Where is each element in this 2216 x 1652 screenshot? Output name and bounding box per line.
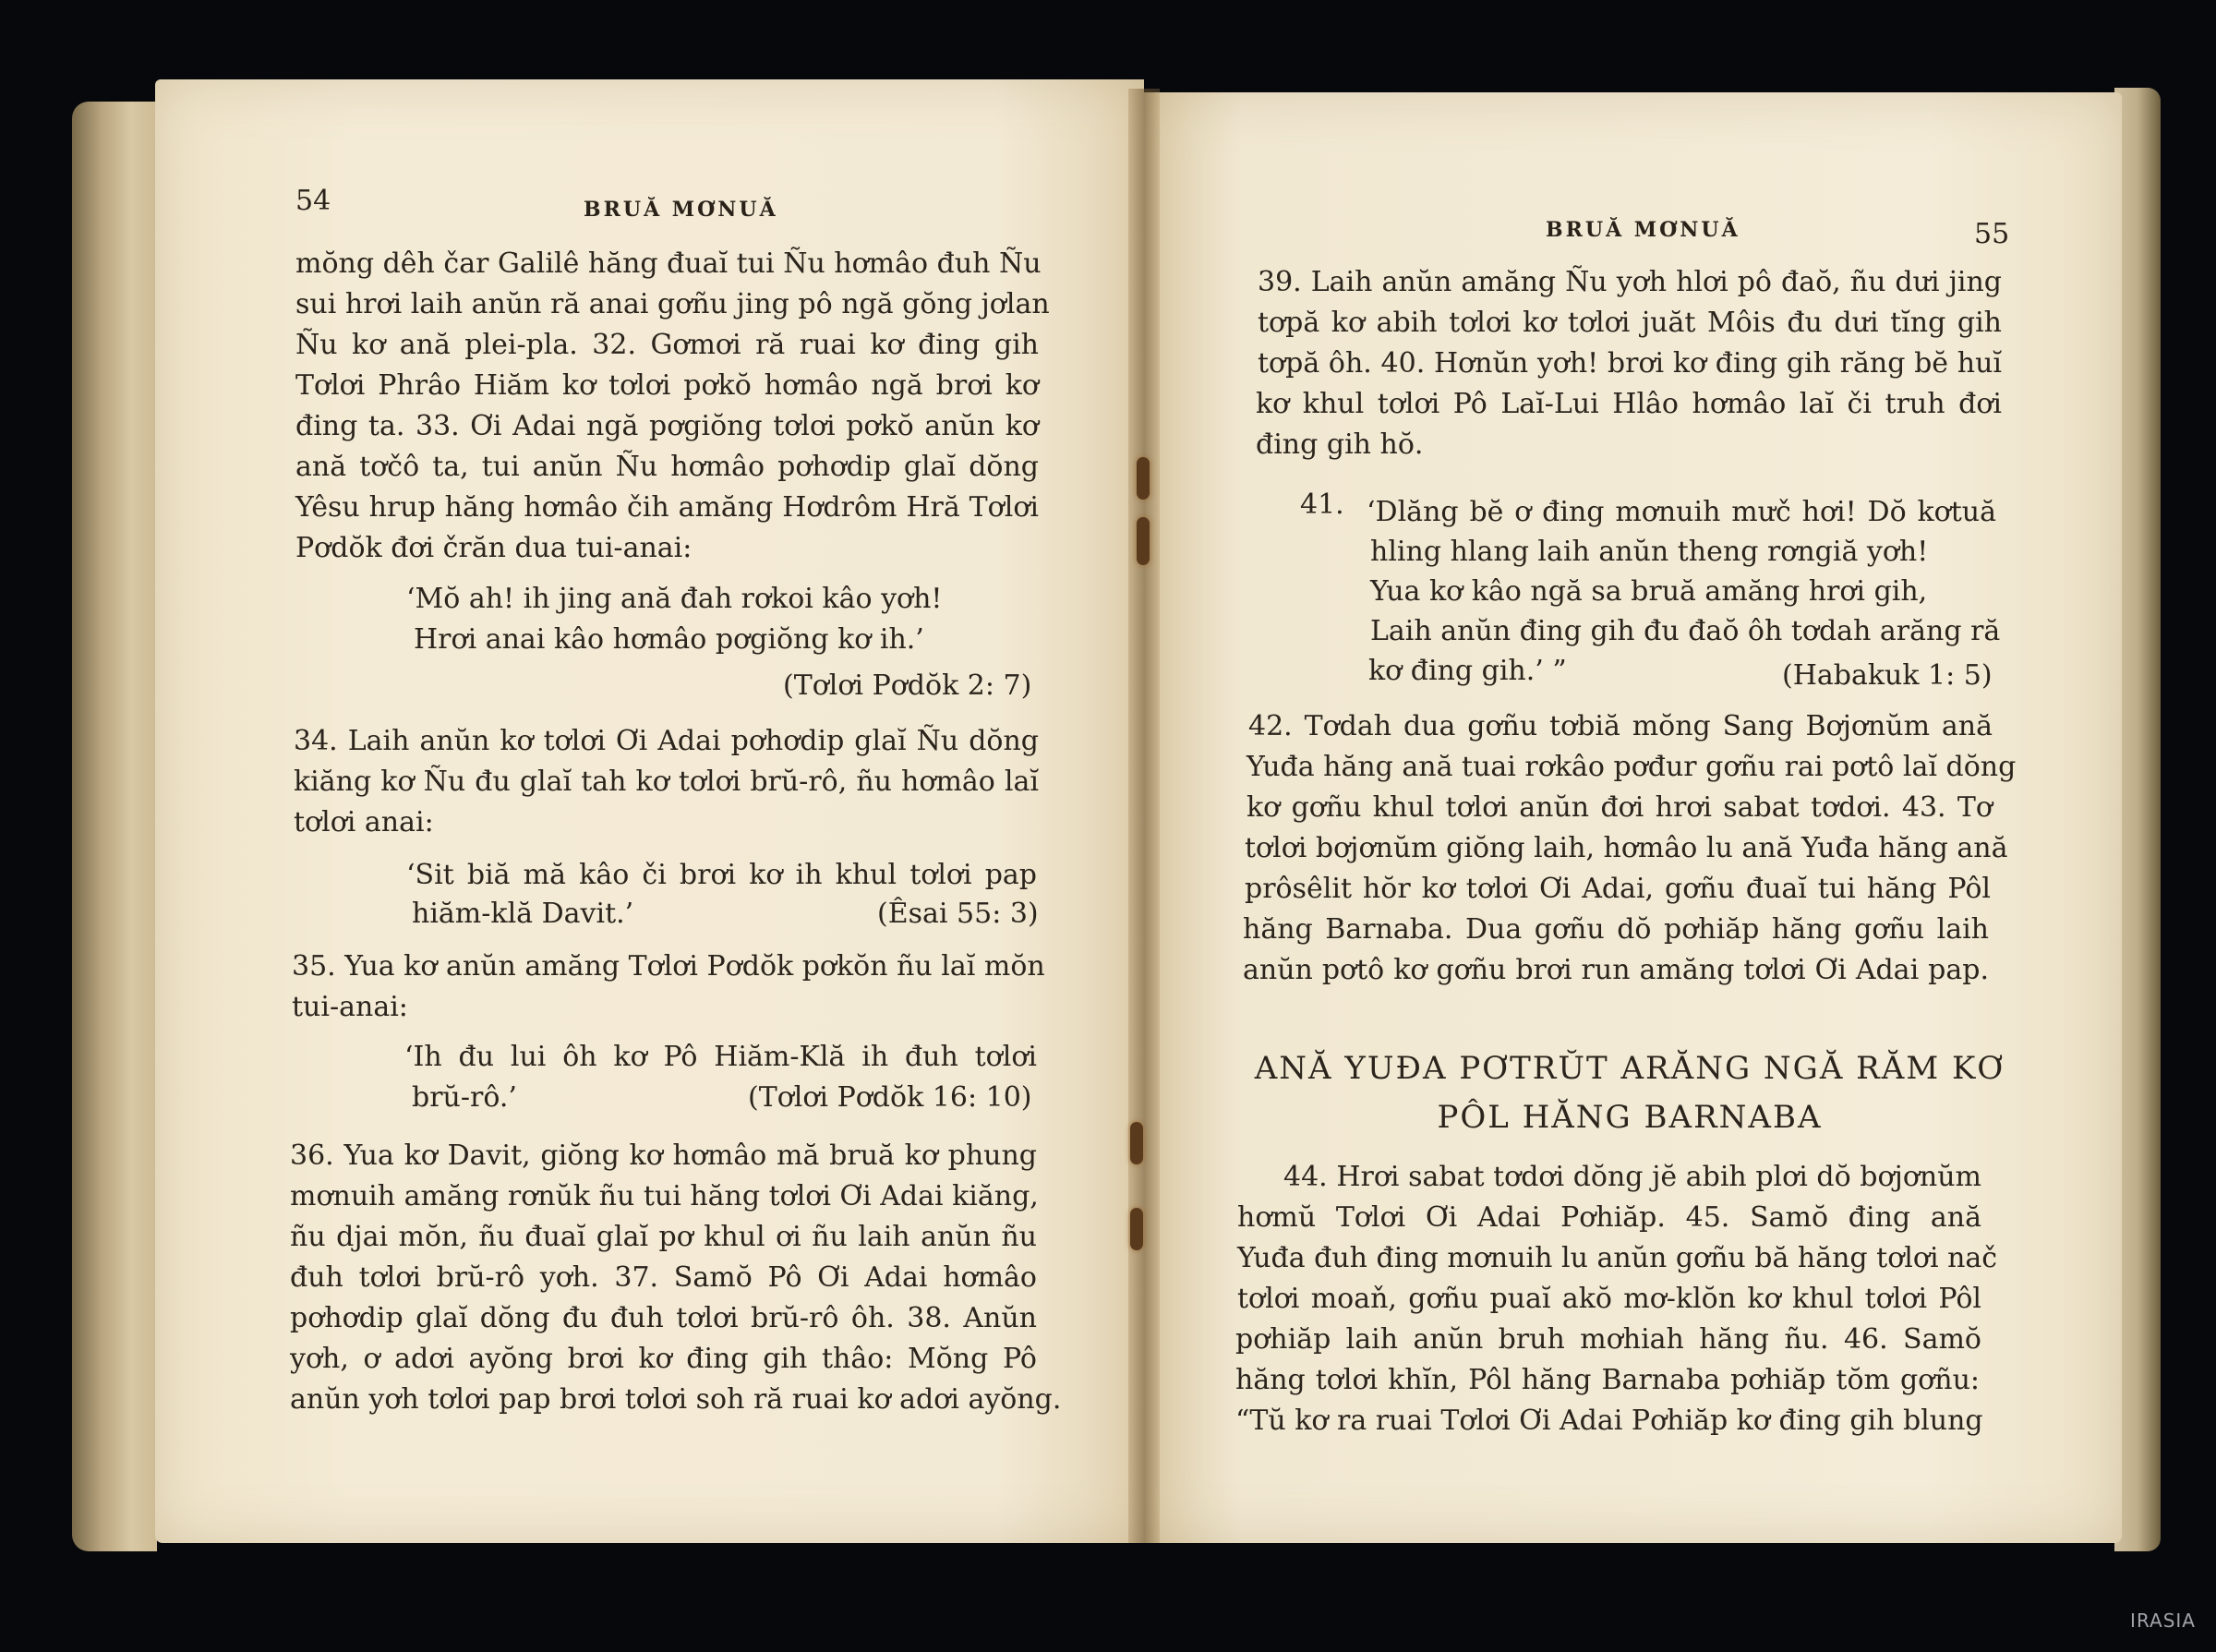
scripture-reference: (Habakuk 1: 5) — [1782, 659, 1993, 692]
text-line: tơlơi bơjơnŭm giŏng laih, hơmâo lu ană Yuđa hăng ană — [1245, 832, 2008, 864]
scripture-reference: (Tơlơi Pơdŏk 16: 10) — [748, 1081, 1032, 1114]
text-line: pơhiăp laih anŭn bruh mơhiah hăng ñu. 46. Samŏ — [1235, 1323, 1981, 1356]
text-line: 35. Yua kơ anŭn amăng Tơlơi Pơdŏk pơkŏn ñu laĭ mŏn — [292, 950, 1045, 983]
verse-quote-line: kơ đing gih.’ ” — [1368, 655, 1567, 687]
text-line: “Tŭ kơ ra ruai Tơlơi Ơi Adai Pơhiăp kơ đing gih blung — [1235, 1405, 1983, 1437]
section-heading-line-1: ANĂ YUĐA PƠTRŬT ARĂNG NGĂ RĂM KƠ — [1254, 1050, 2005, 1087]
text-line: đuh tơlơi brŭ-rô yơh. 37. Samŏ Pô Ơi Adai hơmâo — [290, 1261, 1037, 1294]
book-gutter — [1128, 89, 1160, 1543]
text-line: đing ta. 33. Ơi Adai ngă pơgiŏng tơlơi pơkŏ anŭn kơ — [295, 410, 1039, 442]
text-line: tui-anai: — [292, 991, 408, 1023]
page-number-right: 55 — [1974, 218, 2010, 250]
text-line: 36. Yua kơ Davit, giŏng kơ hơmâo mă bruă kơ phung — [290, 1140, 1037, 1172]
verse-quote-line: brŭ-rô.’ — [412, 1081, 517, 1114]
verse-quote-line: ‘Ih đu lui ôh kơ Pô Hiăm-Klă ih đuh tơlơi — [404, 1041, 1037, 1073]
verse-quote-line: Yua kơ kâo ngă sa bruă amăng hrơi gih, — [1370, 575, 1928, 608]
text-line: ană tơčô ta, tui anŭn Ñu hơmâo pơhơdip glaĭ dŏng — [295, 451, 1039, 483]
scripture-reference: (Êsai 55: 3) — [877, 898, 1039, 930]
text-line: tơpă kơ abih tơlơi kơ tơlơi juăt Môis đu dưi tĭng gih — [1258, 307, 2002, 339]
verse-quote-line: ‘Dlăng bĕ ơ đing mơnuih mưč hơi! Dŏ kơtuă — [1367, 496, 1996, 528]
binding-hole — [1130, 1208, 1143, 1250]
text-line: Tơlơi Phrâo Hiăm kơ tơlơi pơkŏ hơmâo ngă brơi kơ — [295, 369, 1039, 402]
text-line: ñu djai mŏn, ñu đuaĭ glaĭ pơ khul ơi ñu laih anŭn ñu — [290, 1221, 1037, 1253]
section-heading-line-2: PÔL HĂNG BARNABA — [1437, 1099, 1823, 1136]
text-line: tơpă ôh. 40. Hơnŭn yơh! brơi kơ đing gih răng bĕ huĭ — [1258, 347, 2002, 380]
text-line: kơ gơñu khul tơlơi anŭn đơi hrơi sabat tơdơi. 43. Tơ — [1246, 791, 1993, 824]
binding-hole — [1137, 457, 1150, 500]
verse-quote-line: ‘Mŏ ah! ih jing ană đah rơkoi kâo yơh! — [406, 583, 943, 615]
text-line: Yuđa hăng ană tuai rơkâo pơđur gơñu rai pơtô laĭ dŏng — [1246, 751, 2017, 783]
text-line: tơlơi moaň, gơñu puaĭ akŏ mơ-klŏn kơ khul tơlơi Pôl — [1237, 1283, 1981, 1315]
text-line: hăng tơlơi khĭn, Pôl hăng Barnaba pơhiăp tŏm gơñu: — [1235, 1364, 1980, 1396]
text-line: kơ khul tơlơi Pô Laĭ-Lui Hlâo hơmâo laĭ či truh đơi — [1256, 388, 2002, 420]
text-line: 39. Laih anŭn amăng Ñu yơh hlơi pô đaŏ, ñu dưi jing — [1258, 266, 2002, 298]
verse-quote-line: Laih anŭn đing gih đu đaŏ ôh tơdah arăng ră — [1370, 615, 2001, 647]
text-line: tơlơi anai: — [294, 806, 434, 838]
text-line: 34. Laih anŭn kơ tơlơi Ơi Adai pơhơdip glaĭ Ñu dŏng — [294, 725, 1039, 757]
text-line: kiăng kơ Ñu đu glaĭ tah kơ tơlơi brŭ-rô, ñu hơmâo laĭ — [294, 766, 1039, 798]
text-line: mŏng dêh čar Galilê hăng đuaĭ tui Ñu hơmâo đuh Ñu — [295, 247, 1042, 280]
text-line: mơnuih amăng rơnŭk ñu tui hăng tơlơi Ơi Adai kiăng, — [290, 1180, 1039, 1212]
verse-quote-line: Hrơi anai kâo hơmâo pơgiŏng kơ ih.’ — [414, 623, 924, 656]
scripture-reference: (Tơlơi Pơdŏk 2: 7) — [783, 669, 1032, 702]
verse-quote-line: ‘Sit biă mă kâo či brơi kơ ih khul tơlơi pap — [406, 859, 1037, 891]
book-edge-left — [72, 102, 157, 1551]
text-line: hăng Barnaba. Dua gơñu dŏ pơhiăp hăng gơñu laih — [1243, 913, 1989, 946]
verse-number: 41. — [1300, 488, 1344, 521]
text-line: Pơdŏk đơi črăn dua tui-anai: — [295, 532, 692, 564]
binding-hole — [1137, 517, 1150, 565]
text-line: sui hrơi laih anŭn ră anai gơñu jing pô ngă gŏng jơlan — [295, 288, 1050, 320]
running-head-left: BRUĂ MƠNUĂ — [584, 198, 778, 222]
verse-quote-line: hiăm-klă Davit.’ — [412, 898, 634, 930]
text-line: Ñu kơ ană plei-pla. 32. Gơmơi ră ruai kơ đing gih — [295, 329, 1039, 361]
text-line: hơmŭ Tơlơi Ơi Adai Pơhiăp. 45. Samŏ đing ană — [1237, 1201, 1981, 1234]
text-line: 44. Hrơi sabat tơdơi dŏng jĕ abih plơi dŏ bơjơnŭm — [1283, 1161, 1981, 1193]
verse-quote-line: hling hlang laih anŭn theng rơngiă yơh! — [1370, 536, 1929, 568]
running-head-right: BRUĂ MƠNUĂ — [1546, 218, 1740, 242]
text-line: yơh, ơ adơi ayŏng brơi kơ đing gih thâo: Mŏng Pô — [290, 1343, 1037, 1375]
text-line: pơhơdip glaĭ dŏng đu đuh tơlơi brŭ-rô ôh. 38. Anŭn — [290, 1302, 1037, 1334]
text-line: prôsêlit hŏr kơ tơlơi Ơi Adai, gơñu đuaĭ tui hăng Pôl — [1245, 873, 1991, 905]
text-line: anŭn yơh tơlơi pap brơi tơlơi soh ră ruai kơ adơi ayŏng. — [290, 1383, 1062, 1416]
text-line: Yêsu hrup hăng hơmâo čih amăng Hơdrôm Hră Tơlơi — [295, 491, 1039, 524]
text-line: Yuđa đuh đing mơnuih lu anŭn gơñu bă hăng tơlơi nač — [1237, 1242, 1998, 1274]
watermark: IRASIA — [2130, 1610, 2196, 1632]
page-number-left: 54 — [295, 185, 331, 217]
text-line: 42. Tơdah dua gơñu tơbiă mŏng Sang Bơjơnŭm ană — [1248, 710, 1993, 742]
text-line: đing gih hŏ. — [1256, 428, 1424, 461]
binding-hole — [1130, 1122, 1143, 1164]
text-line: anŭn pơtô kơ gơñu brơi run amăng tơlơi Ơi Adai pap. — [1243, 954, 1989, 986]
